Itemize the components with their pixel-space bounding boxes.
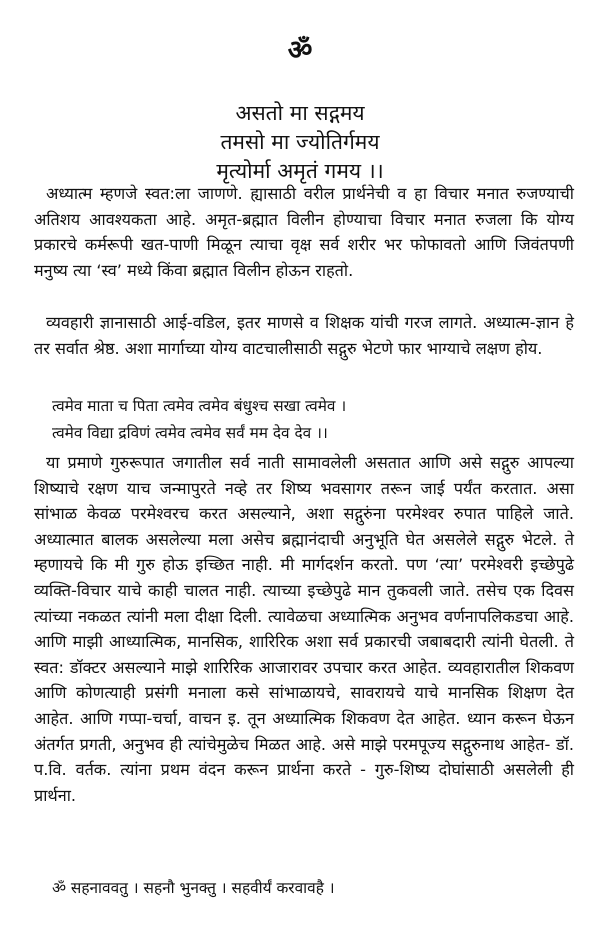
shloka-line-2: तमसो मा ज्योतिर्गमय — [220, 130, 380, 154]
verse-line-2: त्वमेव विद्या द्रविणं त्वमेव त्वमेव सर्वं मम देव देव ।। — [52, 424, 328, 442]
paragraph-vyavahari: व्यवहारी ज्ञानासाठी आई-वडिल, इतर माणसे व शिक्षक यांची गरज लागते. अध्यात्म-ज्ञान हे तर सर्वात श्रेष्ठ. अशा मार्गाच्या योग्य वाटचालीसाठी सद्गुरु भेटणे फार भाग्याचे लक्षण होय. — [34, 313, 574, 358]
shloka-line-3: मृत्योर्मा अमृतं गमय ।। — [216, 159, 384, 183]
paragraph-guru: या प्रमाणे गुरुरूपात जगातील सर्व नाती सामावलेली असतात आणि असे सद्गुरु आपल्या शिष्याचे रक्षण याच जन्मापुरते नव्हे तर शिष्य भवसागर तरून जाई पर्यंत करतात. असा सांभाळ केवळ परमेश्वरच करत असल्याने, अशा सद्गुरुंना परमेश्वर रुपात पाहिले जाते. अध्यात्मात बालक असलेल्या मला असेच ब्रह्मानंदाची अनुभूति घेत असलेले सद्गुरु भेटले. ते म्हणायचे कि मी गुरु होऊ इच्छित नाही. मी मार्गदर्शन करतो. पण ‘त्या’ परमेश्वरी इच्छेपुढे व्यक्ति-विचार याचे काही चालत नाही. त्याच्या इच्छेपुढे मान तुकवली जाते. तसेच एक दिवस त्यांच्या नकळत त्यांनी मला दीक्षा दिली. त्यावेळचा अध्यात्मिक अनुभव वर्णनापलिकडचा आहे. आणि माझी आध्यात्मिक, मानसिक, शारिरिक अशा सर्व प्रकारची जबाबदारी त्यांनी घेतली. ते स्वत: डॉक्टर असल्याने माझे शारिरिक आजारावर उपचार करत आहेत. व्यवहारातील शिकवण आणि कोणत्याही प्रसंगी मनाला कसे सांभाळायचे, सावरायचे याचे मानसिक शिक्षण देत आहेत. आणि गप्पा-चर्चा, वाचन इ. तून अध्यात्मिक शिकवण देत आहेत. ध्यान करून घेऊन अंतर्गत प्रगती, अनुभव ही त्यांचेमुळेच मिळत आहे. असे माझे परमपूज्य सद्गुरुनाथ आहेत- डॉ. प.वि. वर्तक. त्यांना प्रथम वंदन करून प्रार्थना करते - गुरु-शिष्य दोघांसाठी असलेली ही प्रार्थना. — [34, 453, 574, 805]
shloka-line-1: असतो मा सद्गमय — [235, 101, 365, 125]
closing-mantra: ॐ सहनाववतु । सहनौ भुनक्तु । सहवीर्यं करवावहै । — [52, 879, 335, 897]
paragraph-adhyatma: अध्यात्म म्हणजे स्वत:ला जाणणे. ह्यासाठी वरील प्रार्थनेची व हा विचार मनात रुजण्याची अतिशय आवश्यकता आहे. अमृत-ब्रह्मात विलीन होण्याचा विचार मनात रुजला कि योग्य प्रकारचे कर्मरूपी खत-पाणी मिळून त्याचा वृक्ष सर्व शरीर भर फोफावतो आणि जिवंतपणी मनुष्य त्या ‘स्व’ मध्ये किंवा ब्रह्मात विलीन होऊन राहतो. — [34, 184, 574, 280]
om-symbol: ॐ — [287, 35, 313, 66]
verse-line-1: त्वमेव माता च पिता त्वमेव त्वमेव बंधुश्च सखा त्वमेव । — [52, 397, 347, 415]
